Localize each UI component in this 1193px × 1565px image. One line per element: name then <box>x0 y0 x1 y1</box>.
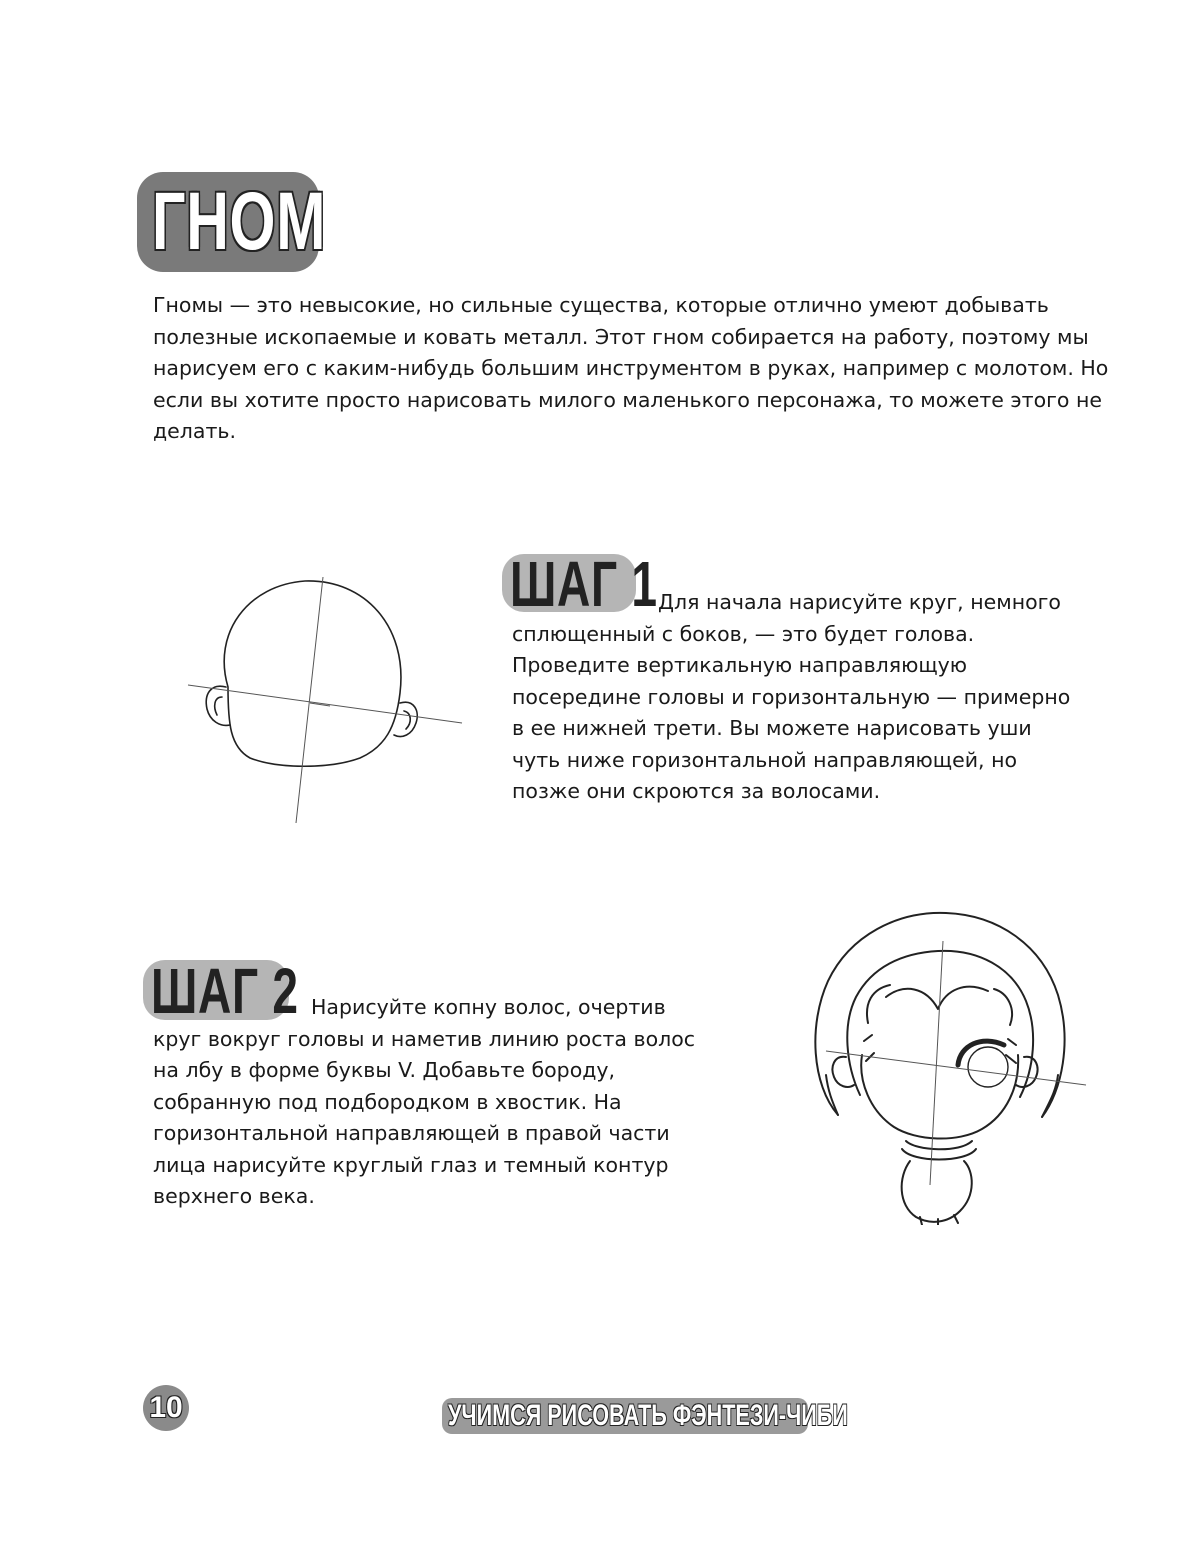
page-title: ГНОМ <box>152 176 327 267</box>
step1-label: ШАГ 1 <box>510 548 658 620</box>
step1-head-sketch <box>180 575 470 830</box>
step2-label: ШАГ 2 <box>151 955 299 1027</box>
intro-paragraph: Гномы — это невысокие, но сильные существа, которые отлично умеют добывать полезные ископаемые и ковать металл. Этот гном собирается на работу, поэтому мы нарисуем его с каким-нибудь большим инструментом в руках, например с молотом. Но если вы хотите просто нарисовать милого маленького персонажа, то можете этого не делать. <box>153 293 1109 443</box>
step2-gnome-sketch <box>798 905 1094 1225</box>
step1-text: Для начала нарисуйте круг, немного сплющенный с боков, — это будет голова. Проведите вертикальную направляющую посередине головы и горизонтальную — примерно в ее нижней трети. Вы можете нарисовать уши чуть ниже горизонтальной направляющей, но позже они скроются за волосами. <box>512 590 1071 803</box>
page-number: 10 <box>143 1385 189 1431</box>
book-title: УЧИМСЯ РИСОВАТЬ ФЭНТЕЗИ-ЧИБИ <box>448 1399 848 1432</box>
step2-text: Нарисуйте копну волос, очертив круг вокруг головы и наметив линию роста волос на лбу в форме буквы V. Добавьте бороду, собранную под подбородком в хвостик. На горизонтальной направляющей в правой части лица нарисуйте круглый глаз и темный контур верхнего века. <box>153 995 696 1208</box>
